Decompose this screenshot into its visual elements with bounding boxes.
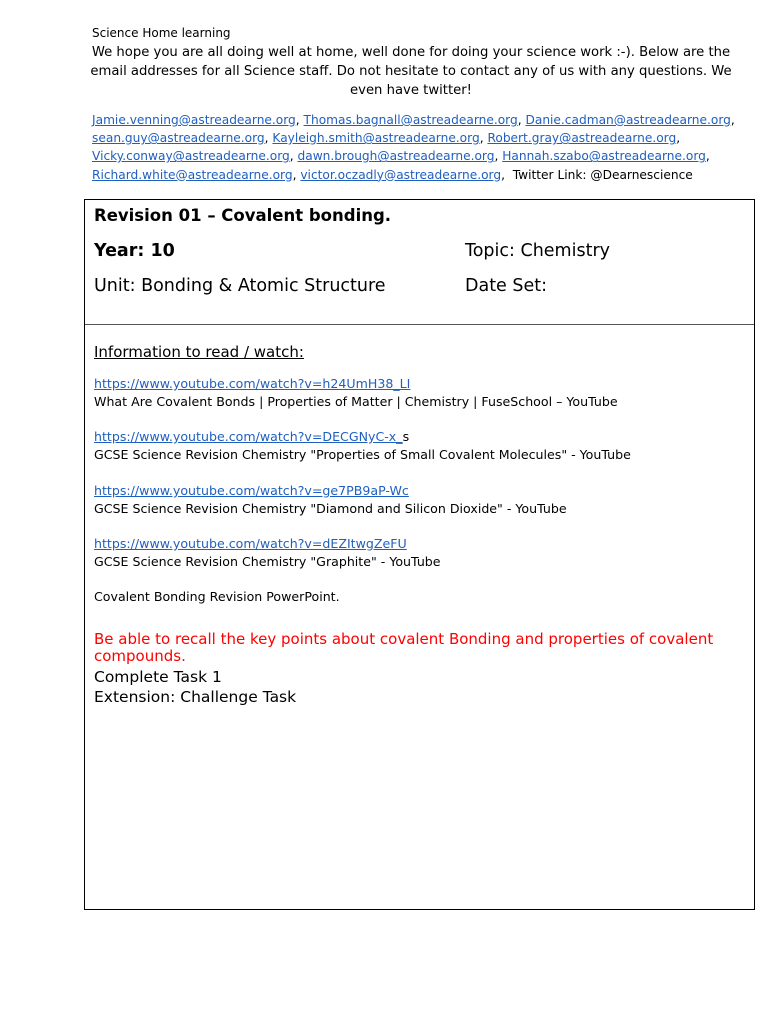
revision-box — [84, 199, 755, 910]
video-description: GCSE Science Revision Chemistry "Graphite" - YouTube — [94, 553, 441, 569]
info-heading: Information to read / watch: — [94, 343, 304, 361]
email-link[interactable]: dawn.brough@astreadearne.org — [297, 149, 495, 164]
video-link[interactable]: https://www.youtube.com/watch?v=DECGNyC-x_ — [94, 429, 403, 444]
video-description: What Are Covalent Bonds | Properties of Matter | Chemistry | FuseSchool – YouTube — [94, 393, 618, 409]
extension-label: Extension: Challenge Task — [94, 688, 297, 706]
email-link[interactable]: Jamie.venning@astreadearne.org — [92, 113, 296, 127]
box-divider — [85, 324, 754, 325]
email-link[interactable]: Kayleigh.smith@astreadearne.org — [272, 131, 480, 146]
date-set-label: Date Set: — [465, 276, 548, 296]
intro-text: We hope you are all doing well at home, well done for doing your science work :-). Below are the email addresses for all Science staff. Do not hesitate to contact any of us with any questions. We even have twitter! — [90, 45, 732, 98]
resource-item — [94, 482, 567, 517]
email-link[interactable]: Robert.gray@astreadearne.org — [487, 131, 677, 146]
email-link[interactable]: sean.guy@astreadearne.org — [92, 131, 265, 146]
email-link[interactable]: victor.oczadly@astreadearne.org — [300, 167, 502, 182]
page-header-title: Science Home learning — [92, 26, 231, 40]
email-link[interactable]: Danie.cadman@astreadearne.org — [525, 113, 731, 127]
unit-label: Unit: Bonding & Atomic Structure — [94, 276, 386, 296]
email-link[interactable]: Richard.white@astreadearne.org — [92, 167, 293, 182]
video-description: GCSE Science Revision Chemistry "Properties of Small Covalent Molecules" - YouTube — [94, 446, 631, 462]
staff-email-list: Jamie.venning@astreadearne.org, Thomas.bagnall@astreadearne.org, Danie.cadman@astreadearne.org, sean.guy@astreadearne.org, Kayleigh.smith@astreadearne.org, Robert.gray@astreadearne.org, Vicky.conway@astreadearne.org, dawn.brough@astreadearne.org, Hannah.szabo@astreadearne.org, Richard.white@astreadearne.org, victor.oczadly@astreadearne.org, Twitter Link: @Dearnescience — [92, 113, 735, 182]
video-link[interactable]: https://www.youtube.com/watch?v=ge7PB9aP-Wc — [94, 483, 409, 498]
revision-title: Revision 01 – Covalent bonding. — [94, 206, 392, 225]
powerpoint-note: Covalent Bonding Revision PowerPoint. — [94, 589, 340, 604]
topic-label: Topic: Chemistry — [465, 241, 610, 261]
year-label: Year: 10 — [94, 241, 175, 261]
resource-item — [94, 535, 441, 570]
video-link[interactable]: https://www.youtube.com/watch?v=dEZItwgZeFU — [94, 536, 407, 551]
email-link[interactable]: Vicky.conway@astreadearne.org — [92, 149, 290, 164]
video-link[interactable]: https://www.youtube.com/watch?v=h24UmH38_LI — [94, 376, 411, 391]
email-link[interactable]: Hannah.szabo@astreadearne.org — [502, 149, 706, 164]
resource-item — [94, 375, 618, 410]
task-label: Complete Task 1 — [94, 668, 222, 686]
link-suffix: s — [402, 429, 410, 444]
twitter-link-text: Twitter Link: @Dearnescience — [512, 167, 693, 182]
resource-item — [94, 428, 631, 463]
email-link[interactable]: Thomas.bagnall@astreadearne.org — [303, 113, 518, 127]
video-description: GCSE Science Revision Chemistry "Diamond and Silicon Dioxide" - YouTube — [94, 500, 567, 516]
key-points-note: Be able to recall the key points about covalent Bonding and properties of covalent compounds. — [94, 630, 714, 665]
